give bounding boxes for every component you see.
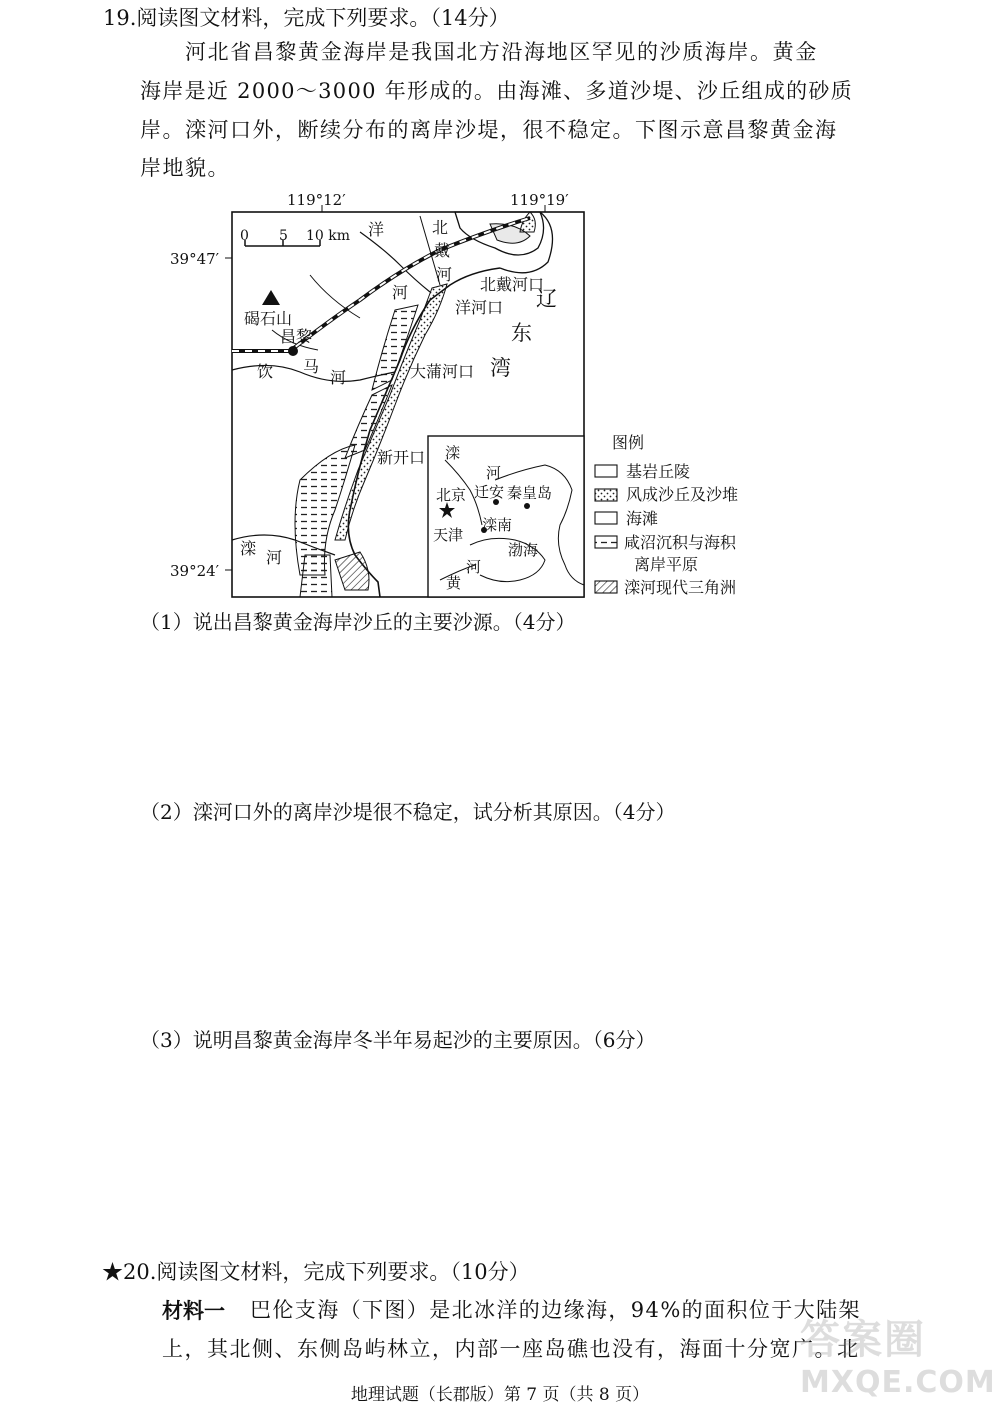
mountain-peak-icon <box>262 290 280 305</box>
svg-text:渤海: 渤海 <box>508 541 539 559</box>
svg-text:辽: 辽 <box>536 287 557 311</box>
svg-text:秦皇岛: 秦皇岛 <box>507 484 553 502</box>
q20-material-label: 材料一 <box>162 1298 225 1323</box>
svg-text:5: 5 <box>279 228 288 244</box>
svg-text:河: 河 <box>330 368 347 387</box>
map-legend <box>595 433 738 597</box>
svg-text:河: 河 <box>436 265 453 284</box>
svg-text:风成沙丘及沙堆: 风成沙丘及沙堆 <box>626 485 739 504</box>
q19-header: 19.阅读图文材料，完成下列要求。（14分） <box>103 6 510 30</box>
svg-text:戴: 戴 <box>434 241 451 260</box>
svg-text:河: 河 <box>266 548 283 567</box>
svg-text:0: 0 <box>240 228 249 244</box>
svg-text:海滩: 海滩 <box>626 509 659 528</box>
svg-text:图例: 图例 <box>612 433 645 452</box>
label-changli: 昌黎 <box>280 327 313 346</box>
svg-text:滦: 滦 <box>240 539 257 558</box>
q19-para-2: 海岸是近 2000～3000 年形成的。由海滩、多道沙堤、沙丘组成的砂质 <box>140 79 854 103</box>
svg-text:东: 东 <box>511 321 532 345</box>
page-footer: 地理试题（长郡版）第 7 页（共 8 页） <box>350 1385 650 1405</box>
q20-line-2: 上，其北侧、东侧岛屿林立，内部一座岛礁也没有，海面十分宽广。北 <box>162 1337 860 1361</box>
svg-text:迁安: 迁安 <box>474 483 505 501</box>
q19-para-4: 岸地貌。 <box>140 156 230 180</box>
svg-text:滦南: 滦南 <box>482 516 513 534</box>
watermark: 答案圈 MXQE.COM <box>800 1317 996 1400</box>
svg-text:北: 北 <box>432 218 449 237</box>
label-xinkaikou: 新开口 <box>377 448 426 467</box>
q20-line-1: 巴伦支海（下图）是北冰洋的边缘海，94%的面积位于大陆架 <box>250 1298 861 1322</box>
svg-text:河: 河 <box>392 283 409 302</box>
label-dapuhekou: 大蒲河口 <box>410 362 475 381</box>
inset-map <box>428 436 584 597</box>
lat-bottom-label: 39°24′ <box>170 562 220 580</box>
svg-text:北京: 北京 <box>436 486 467 504</box>
lat-top-label: 39°47′ <box>170 250 220 268</box>
svg-text:湾: 湾 <box>490 356 511 380</box>
svg-text:10 km: 10 km <box>306 228 351 244</box>
svg-text:洋: 洋 <box>368 220 385 239</box>
lon-right-label: 119°19′ <box>510 191 569 209</box>
q19-sub-1: （1）说出昌黎黄金海岸沙丘的主要沙源。（4分） <box>140 610 576 634</box>
svg-text:马: 马 <box>303 357 320 376</box>
q19-para-1: 河北省昌黎黄金海岸是我国北方沿海地区罕见的沙质海岸。黄金 <box>185 40 818 64</box>
label-beidaihekou: 北戴河口 <box>480 275 545 294</box>
svg-text:离岸平原: 离岸平原 <box>634 555 699 574</box>
q19-para-3: 岸。滦河口外，断续分布的离岸沙堤，很不稳定。下图示意昌黎黄金海 <box>140 118 838 142</box>
svg-text:黄: 黄 <box>446 574 462 592</box>
svg-text:饮: 饮 <box>257 362 274 381</box>
city-dot-icon <box>288 346 298 356</box>
q20-header: ★20.阅读图文材料，完成下列要求。（10分） <box>102 1260 530 1284</box>
label-yanghekou: 洋河口 <box>455 298 504 317</box>
lon-left-label: 119°12′ <box>287 191 346 209</box>
scale-bar <box>240 228 350 246</box>
q19-sub-3: （3）说明昌黎黄金海岸冬半年易起沙的主要原因。（6分） <box>140 1028 656 1052</box>
svg-text:滦: 滦 <box>445 444 461 462</box>
svg-text:基岩丘陵: 基岩丘陵 <box>626 462 691 481</box>
svg-text:咸沼沉积与海积: 咸沼沉积与海积 <box>624 533 737 552</box>
svg-text:河: 河 <box>486 464 502 482</box>
svg-text:天津: 天津 <box>433 526 464 544</box>
q19-sub-2: （2）滦河口外的离岸沙堤很不稳定，试分析其原因。（4分） <box>140 800 676 824</box>
label-jieshishan: 碣石山 <box>244 309 293 328</box>
svg-text:河: 河 <box>466 558 482 576</box>
svg-text:滦河现代三角洲: 滦河现代三角洲 <box>624 578 737 597</box>
